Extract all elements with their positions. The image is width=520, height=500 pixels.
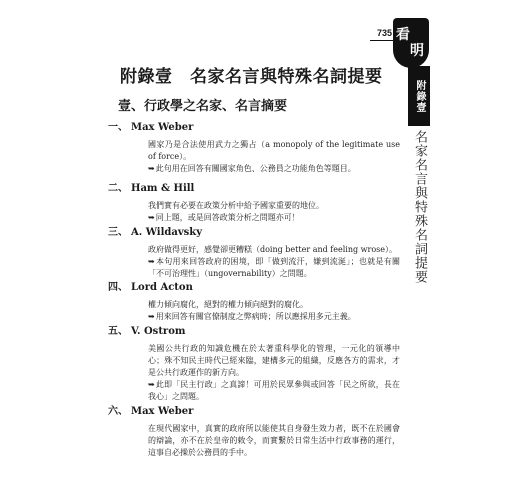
entry-name: V. Ostrom — [131, 326, 186, 337]
entry-heading — [108, 325, 400, 339]
entry-5 — [108, 325, 400, 403]
entry-heading — [108, 281, 400, 295]
entry-text: 權力傾向腐化，絕對的權力傾向絕對的腐化。 — [148, 300, 308, 309]
entry-number: 三、 — [108, 227, 128, 238]
page-number: 735 — [377, 28, 393, 38]
brand-badge — [393, 18, 429, 68]
entry-1 — [108, 121, 400, 175]
section-heading: 壹、行政學之名家、名言摘要 — [118, 99, 288, 114]
entry-text: 政府做得更好，感覺卻更糟糕（doing better and feeling wrose）。 — [148, 245, 397, 254]
entry-2 — [108, 182, 400, 224]
entry-number: 一、 — [108, 122, 128, 133]
entry-number: 五、 — [108, 326, 128, 337]
entry-number: 二、 — [108, 183, 128, 194]
entry-6 — [108, 405, 400, 459]
entry-heading — [108, 405, 400, 419]
entry-note: ➥ 此句用在回答有關國家角色、公務員之功能角色等題目。 — [148, 163, 400, 175]
entry-note: ➥ 同上題，或是回答政策分析之問題亦可！ — [148, 212, 400, 224]
entry-4 — [108, 281, 400, 323]
entry-text: 在現代國家中，真實的政府所以能使其自身發生效力者，既不在於國會的辯論，亦不在於皇帝的敕令，而實繫於日常生活中行政事務的運行，這事自必操於公務員的手中。 — [148, 424, 400, 457]
badge-char-2: 明 — [410, 43, 424, 59]
entry-body — [148, 139, 400, 175]
entry-note: ➥ 本句用來回答政府的困境，即「做到流汗，嫌到流涎」；也就是有關「不可治理性」（ungovernability）之問題。 — [148, 256, 400, 280]
entry-text: 美國公共行政的知識危機在於太著重科學化的管理，一元化的領導中心；殊不知民主時代已經來臨，建構多元的組織，反應各方的需求，才是公共行政運作的新方向。 — [148, 344, 400, 377]
chapter-tab: 附錄壹 — [408, 66, 430, 126]
entry-number: 六、 — [108, 406, 128, 417]
entry-text: 國家乃是合法使用武力之獨占（a monopoly of the legitimate use of force）。 — [148, 140, 400, 161]
entry-name: Lord Acton — [131, 282, 193, 293]
entry-heading — [108, 226, 400, 240]
entry-3 — [108, 226, 400, 280]
entry-note: ➥ 此即「民主行政」之真諦！可用於民眾參與或回答「民之所欲，長在我心」之問題。 — [148, 379, 400, 403]
entry-heading — [108, 121, 400, 135]
entry-text: 我們實有必要在政策分析中給予國家重要的地位。 — [148, 201, 324, 210]
page-title: 附錄壹 名家名言與特殊名詞提要 — [120, 67, 383, 87]
entry-name: Max Weber — [131, 122, 194, 133]
vertical-running-title: 名家名言與特殊名詞提要 — [412, 130, 427, 284]
entry-number: 四、 — [108, 282, 128, 293]
entry-name: Ham & Hill — [131, 183, 195, 194]
entry-body — [148, 343, 400, 403]
entry-body — [148, 423, 400, 459]
entry-name: A. Wildavsky — [131, 227, 203, 238]
badge-char-1: 看 — [396, 27, 410, 43]
entry-note: ➥ 用來回答有關官僚制度之弊病時；所以應採用多元主義。 — [148, 311, 400, 323]
entry-heading — [108, 182, 400, 196]
entry-body — [148, 244, 400, 280]
entry-body — [148, 299, 400, 323]
entry-body — [148, 200, 400, 224]
entry-name: Max Weber — [131, 406, 194, 417]
